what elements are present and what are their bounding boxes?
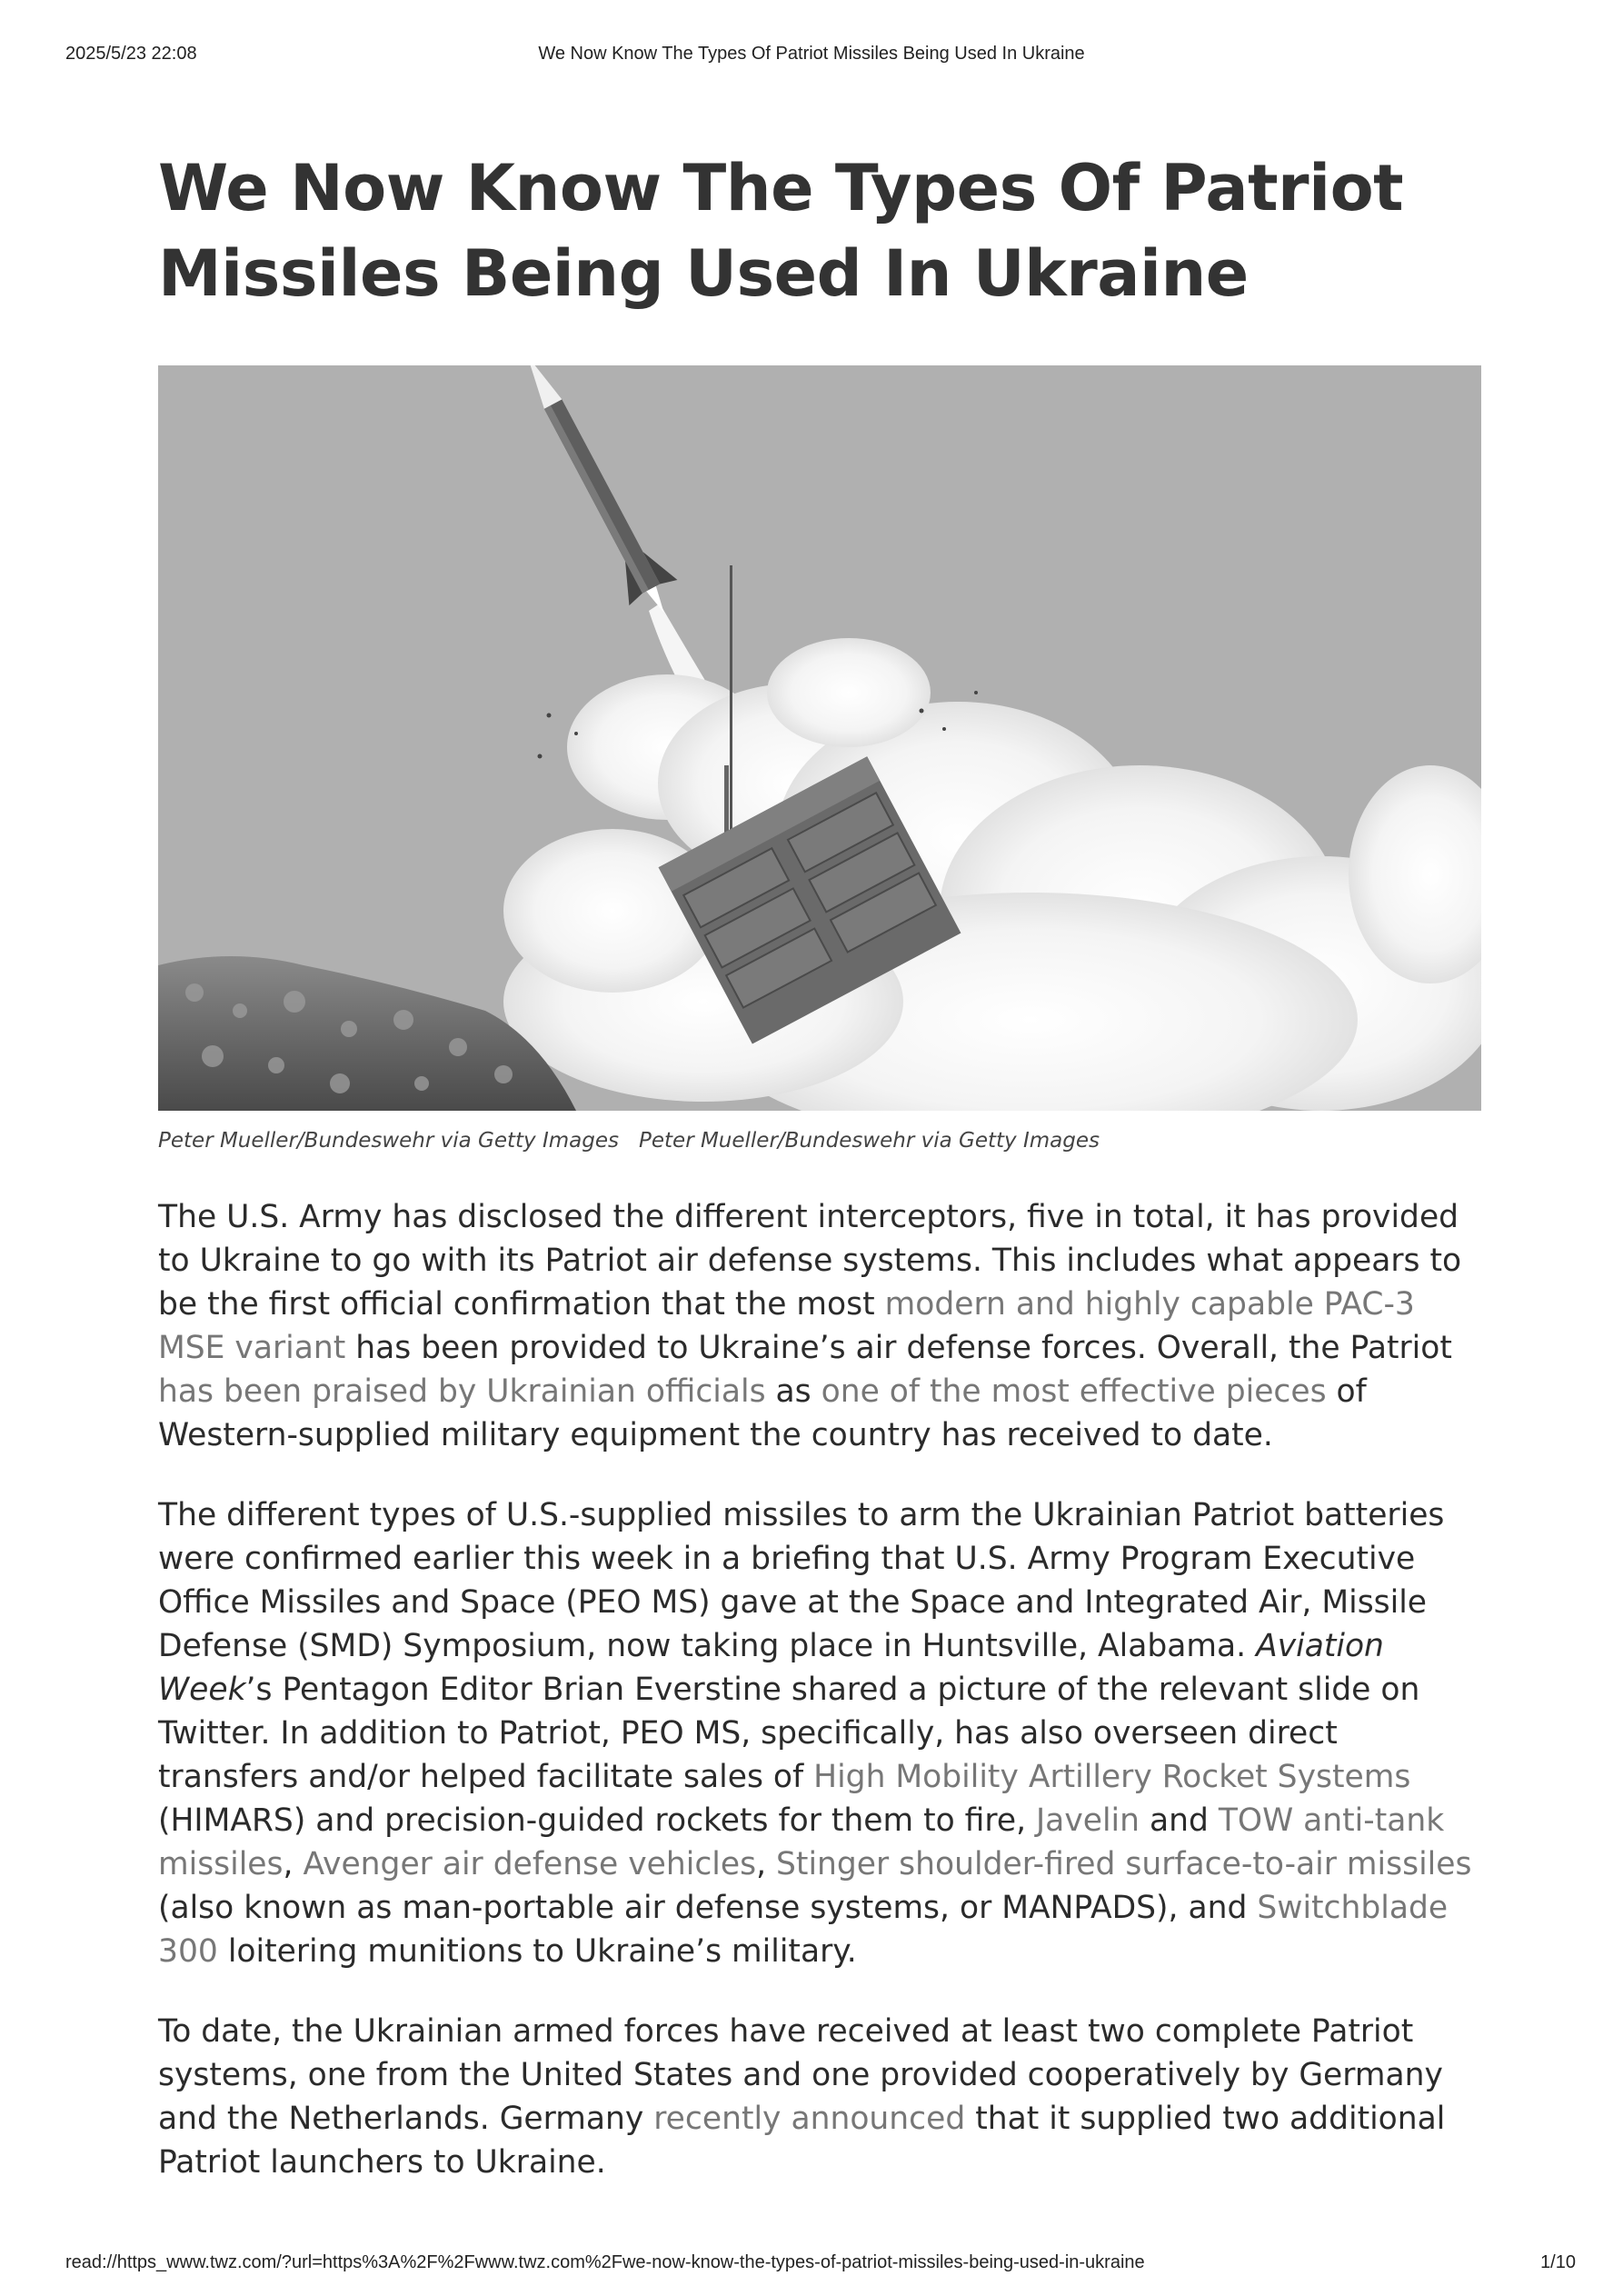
- print-header: [0, 44, 1623, 71]
- link-switchblade-300[interactable]: Switchblade 300: [158, 1890, 1449, 1970]
- patriot-launch-illustration: [158, 365, 1481, 1111]
- text-run: The different types of U.S.-supplied missiles to arm the Ukrainian Patriot batteries were confirmed earlier this week in a briefing that U.S. Army Program Executive Office Missiles and Space (PEO MS) gave at the Space and Integrated Air, Missile Defense (SMD) Symposium, now taking place in Huntsville, Alabama.: [158, 1497, 1445, 1664]
- text-run: ,: [283, 1846, 304, 1882]
- text-run: has been provided to Ukraine’s air defense forces. Overall, the Patriot: [345, 1330, 1452, 1366]
- caption-credit-repeat: Peter Mueller/Bundeswehr via Getty Images: [639, 1129, 1100, 1153]
- text-run: The U.S. Army has disclosed the different interceptors, five in total, it has provided to Ukraine to go with its Patriot air defense systems. This includes what appears to be the first official confirmation that the most: [158, 1199, 1462, 1323]
- article: [158, 145, 1485, 2181]
- print-footer: [0, 2252, 1623, 2280]
- text-run: ,: [756, 1846, 777, 1882]
- text-run: (also known as man-portable air defense systems, or MANPADS), and: [158, 1890, 1258, 1926]
- text-run: as: [765, 1373, 821, 1410]
- paragraph-2: [158, 1493, 1485, 1973]
- hero-image: [158, 365, 1481, 1111]
- article-headline: We Now Know The Types Of Patriot Missiles Being Used In Ukraine: [158, 151, 1404, 311]
- link-recently-announced[interactable]: recently announced: [653, 2101, 966, 2137]
- publication-name: Aviation Week: [158, 1628, 1384, 1708]
- link-tow-missiles[interactable]: TOW anti-tank missiles: [158, 1802, 1445, 1882]
- text-run: To date, the Ukrainian armed forces have received at least two complete Patriot systems, one from the United States and one provided cooperatively by Germany and the Netherlands. Germany: [158, 2013, 1443, 2137]
- link-most-effective-pieces[interactable]: one of the most effective pieces: [821, 1373, 1327, 1410]
- link-praised-by-officials[interactable]: has been praised by Ukrainian officials: [158, 1373, 766, 1410]
- print-datetime: 2025/5/23 22:08: [65, 44, 197, 64]
- print-page-title: We Now Know The Types Of Patriot Missiles Being Used In Ukraine: [538, 44, 1085, 64]
- text-run: (HIMARS) and precision-guided rockets for them to fire,: [158, 1802, 1036, 1839]
- page-url: read://https_www.twz.com/?url=https%3A%2F%2Fwww.twz.com%2Fwe-now-know-the-types-of-patriot-missiles-being-used-in-ukraine: [65, 2252, 1145, 2272]
- text-run: ’s Pentagon Editor Brian Everstine shared a picture of the relevant slide on Twitter. In addition to Patriot, PEO MS, specifically, has also overseen direct transfers and/or helped facilitate sales of: [158, 1672, 1420, 1795]
- text-run: loitering munitions to Ukraine’s military.: [217, 1933, 857, 1970]
- text-run: that it supplied two additional Patriot launchers to Ukraine.: [158, 2101, 1446, 2181]
- text-run: of Western-supplied military equipment the country has received to date.: [158, 1373, 1367, 1453]
- link-pac3-mse[interactable]: modern and highly capable PAC-3 MSE variant: [158, 1286, 1415, 1366]
- text-run: and: [1140, 1802, 1219, 1839]
- article-body: [158, 1195, 1485, 2221]
- link-avenger[interactable]: Avenger air defense vehicles: [303, 1846, 757, 1882]
- page-number: 1/10: [1540, 2252, 1576, 2272]
- link-javelin[interactable]: Javelin: [1036, 1802, 1140, 1839]
- link-stinger[interactable]: Stinger shoulder-fired surface-to-air missiles: [776, 1846, 1472, 1882]
- paragraph-3: [158, 2010, 1485, 2184]
- link-himars[interactable]: High Mobility Artillery Rocket Systems: [813, 1759, 1411, 1795]
- paragraph-1: [158, 1195, 1485, 1457]
- caption-credit: Peter Mueller/Bundeswehr via Getty Images: [158, 1129, 619, 1153]
- image-caption: [158, 1129, 1100, 1153]
